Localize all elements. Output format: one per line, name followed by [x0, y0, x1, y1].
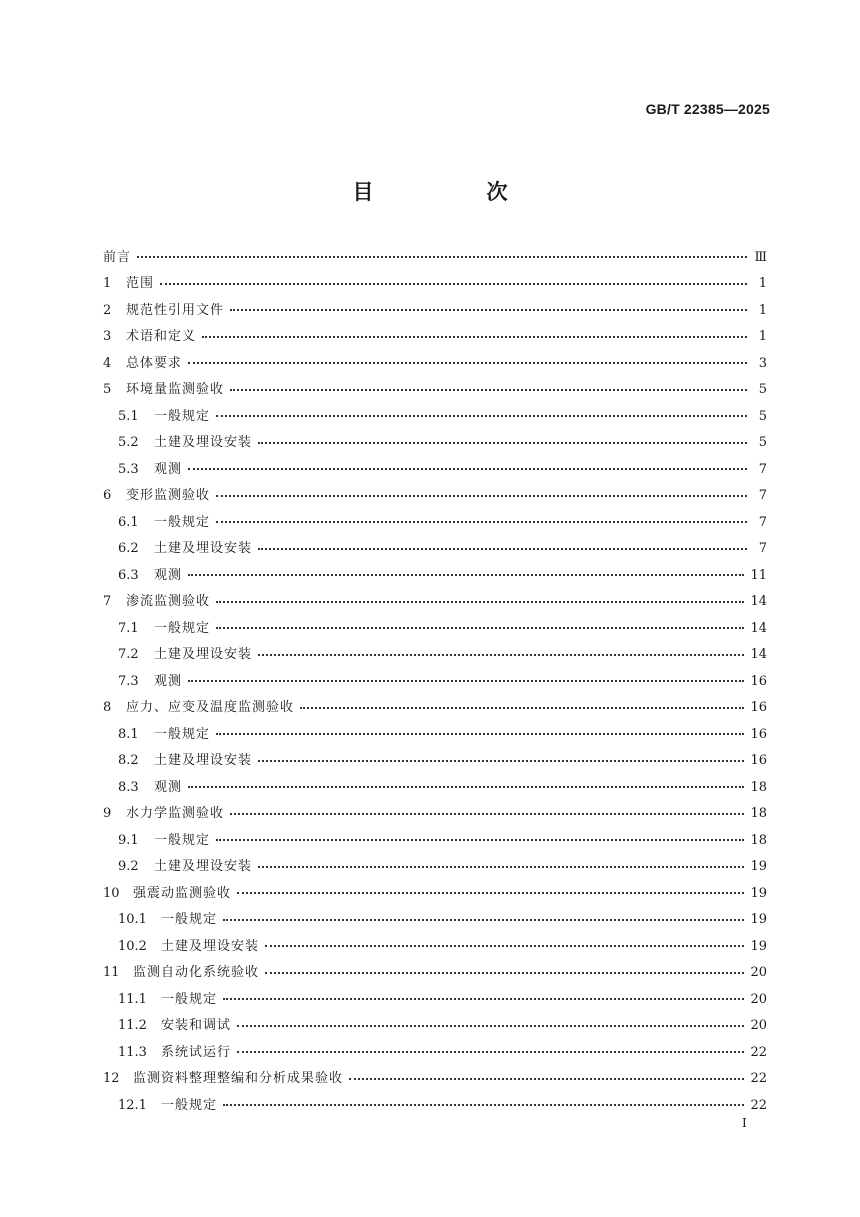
- toc-entry-number: 2: [103, 302, 112, 318]
- toc-entry[interactable]: [103, 801, 767, 828]
- toc-entry-page: 16: [750, 673, 767, 689]
- toc-entry-label: 一般规定: [154, 832, 211, 848]
- toc-entry-number: 10: [103, 885, 120, 901]
- toc-entry-number: 5.2: [118, 435, 139, 451]
- toc-entry-number: 4: [103, 355, 112, 371]
- toc-entry-page: 7: [758, 488, 767, 504]
- toc-entry-label: 土建及埋设安装: [154, 859, 253, 875]
- toc-entry-label: 应力、应变及温度监测验收: [126, 700, 295, 716]
- toc-entry-page: 1: [758, 276, 767, 292]
- toc-entry-label: 监测资料整理整编和分析成果验收: [133, 1071, 344, 1087]
- toc-entry-number: 8.1: [118, 726, 139, 742]
- toc-entry-label: 一般规定: [154, 726, 211, 742]
- toc-entry[interactable]: [103, 748, 767, 775]
- toc-entry[interactable]: [103, 1039, 767, 1066]
- toc-entry-page: 19: [750, 859, 767, 875]
- toc-entry[interactable]: [103, 668, 767, 695]
- toc-dot-leader: [258, 544, 747, 550]
- toc-dot-leader: [216, 517, 747, 523]
- toc-entry-number: 1: [103, 276, 112, 292]
- toc-dot-leader: [258, 438, 747, 444]
- toc-entry-number: 5.1: [118, 408, 139, 424]
- toc-dot-leader: [230, 385, 747, 391]
- toc-entry[interactable]: [103, 854, 767, 881]
- toc-dot-leader: [216, 835, 744, 841]
- toc-dot-leader: [216, 623, 744, 629]
- toc-entry-number: 12.1: [118, 1097, 147, 1113]
- toc-entry[interactable]: [103, 827, 767, 854]
- toc-entry-page: 18: [750, 832, 767, 848]
- toc-dot-leader: [223, 1100, 744, 1106]
- toc-dot-leader: [216, 729, 744, 735]
- toc-entry-number: 3: [103, 329, 112, 345]
- toc-entry-page: 22: [750, 1044, 767, 1060]
- toc-entry-label: 土建及埋设安装: [161, 938, 260, 954]
- toc-dot-leader: [300, 703, 744, 709]
- toc-entry-number: 6.2: [118, 541, 139, 557]
- toc-entry-number: 7.1: [118, 620, 139, 636]
- toc-entry-page: 11: [750, 567, 767, 583]
- toc-entry[interactable]: [103, 933, 767, 960]
- toc-entry-number: 9: [103, 806, 112, 822]
- toc-dot-leader: [230, 809, 744, 815]
- toc-entry-page: 20: [750, 991, 767, 1007]
- toc-dot-leader: [188, 676, 744, 682]
- toc-entry-page: 14: [750, 647, 767, 663]
- toc-entry-label: 一般规定: [154, 408, 211, 424]
- toc-entry-page: 19: [750, 938, 767, 954]
- toc-entry[interactable]: [103, 721, 767, 748]
- toc-entry-label: 变形监测验收: [126, 488, 211, 504]
- toc-entry-page: Ⅲ: [754, 249, 767, 265]
- toc-entry-number: 11.3: [118, 1044, 147, 1060]
- toc-entry[interactable]: [103, 615, 767, 642]
- toc-dot-leader: [216, 411, 747, 417]
- toc-entry-label: 观测: [154, 567, 183, 583]
- toc-entry[interactable]: [103, 642, 767, 669]
- toc-entry-page: 1: [758, 329, 767, 345]
- toc-entry-label: 观测: [154, 673, 183, 689]
- toc-entry[interactable]: [103, 774, 767, 801]
- toc-dot-leader: [188, 358, 747, 364]
- toc-entry-number: 8.3: [118, 779, 139, 795]
- toc-dot-leader: [265, 941, 744, 947]
- toc-entry-page: 7: [758, 514, 767, 530]
- toc-entry-number: 11.2: [118, 1018, 147, 1034]
- toc-dot-leader: [258, 650, 744, 656]
- toc-entry-number: 6.1: [118, 514, 139, 530]
- toc-entry-label: 土建及埋设安装: [154, 541, 253, 557]
- toc-entry-page: 5: [758, 435, 767, 451]
- toc-entry-label: 总体要求: [126, 355, 183, 371]
- toc-entry[interactable]: [103, 695, 767, 722]
- toc-entry[interactable]: [103, 483, 767, 510]
- toc-dot-leader: [216, 491, 747, 497]
- toc-entry-label: 一般规定: [154, 514, 211, 530]
- toc-dot-leader: [258, 756, 744, 762]
- toc-entry-page: 18: [750, 806, 767, 822]
- toc-dot-leader: [230, 305, 747, 311]
- toc-entry-number: 12: [103, 1071, 120, 1087]
- toc-entry-label: 系统试运行: [161, 1044, 232, 1060]
- toc-entry-page: 14: [750, 594, 767, 610]
- toc-entry[interactable]: [103, 456, 767, 483]
- toc-entry-label: 范围: [126, 276, 155, 292]
- toc-entry-label: 一般规定: [154, 620, 211, 636]
- toc-entry[interactable]: [103, 562, 767, 589]
- toc-entry[interactable]: [103, 244, 767, 271]
- toc-entry[interactable]: [103, 430, 767, 457]
- toc-entry-label: 安装和调试: [161, 1018, 232, 1034]
- toc-entry-label: 一般规定: [161, 912, 218, 928]
- toc-entry-number: 10.1: [118, 912, 147, 928]
- toc-entry-label: 强震动监测验收: [133, 885, 232, 901]
- toc-entry-label: 土建及埋设安装: [154, 753, 253, 769]
- toc-entry-number: 6: [103, 488, 112, 504]
- toc-entry-number: 9.1: [118, 832, 139, 848]
- toc-entry-number: 11.1: [118, 991, 147, 1007]
- toc-entry-label: 土建及埋设安装: [154, 435, 253, 451]
- toc-dot-leader: [349, 1074, 744, 1080]
- toc-entry[interactable]: [103, 297, 767, 324]
- toc-entry-number: 9.2: [118, 859, 139, 875]
- toc-entry-number: 11: [103, 965, 120, 981]
- toc-entry-label: 渗流监测验收: [126, 594, 211, 610]
- toc-dot-leader: [216, 597, 744, 603]
- toc-entry[interactable]: [103, 536, 767, 563]
- toc-entry-page: 5: [758, 408, 767, 424]
- toc-dot-leader: [223, 994, 744, 1000]
- toc-entry[interactable]: [103, 960, 767, 987]
- toc-entry-label: 规范性引用文件: [126, 302, 225, 318]
- toc-dot-leader: [237, 888, 744, 894]
- toc-dot-leader: [223, 915, 744, 921]
- toc-entry-label: 观测: [154, 461, 183, 477]
- toc-dot-leader: [237, 1021, 744, 1027]
- toc-entry-page: 3: [758, 355, 767, 371]
- toc-entry-number: 7.2: [118, 647, 139, 663]
- toc-entry-number: 5.3: [118, 461, 139, 477]
- toc-entry[interactable]: [103, 986, 767, 1013]
- toc-entry-page: 22: [750, 1071, 767, 1087]
- table-of-contents: [103, 244, 767, 1119]
- toc-entry-page: 7: [758, 541, 767, 557]
- toc-entry-page: 16: [750, 726, 767, 742]
- page-folio: Ⅰ: [742, 1116, 747, 1130]
- toc-entry[interactable]: [103, 907, 767, 934]
- toc-entry-label: 一般规定: [161, 1097, 218, 1113]
- toc-entry[interactable]: [103, 324, 767, 351]
- toc-entry-page: 20: [750, 965, 767, 981]
- toc-dot-leader: [137, 252, 747, 258]
- toc-entry-label: 水力学监测验收: [126, 806, 225, 822]
- toc-entry-page: 22: [750, 1097, 767, 1113]
- page-title: 目 次: [352, 180, 554, 204]
- toc-dot-leader: [237, 1047, 744, 1053]
- toc-entry-label: 环境量监测验收: [126, 382, 225, 398]
- toc-entry-page: 19: [750, 885, 767, 901]
- toc-entry-label: 一般规定: [161, 991, 218, 1007]
- toc-entry-page: 19: [750, 912, 767, 928]
- toc-entry[interactable]: [103, 403, 767, 430]
- toc-entry-page: 7: [758, 461, 767, 477]
- toc-dot-leader: [188, 464, 747, 470]
- toc-entry-number: 7.3: [118, 673, 139, 689]
- toc-entry[interactable]: [103, 1013, 767, 1040]
- toc-entry-label: 土建及埋设安装: [154, 647, 253, 663]
- toc-entry-page: 16: [750, 753, 767, 769]
- toc-dot-leader: [188, 782, 744, 788]
- toc-entry-page: 5: [758, 382, 767, 398]
- toc-entry-page: 1: [758, 302, 767, 318]
- toc-dot-leader: [258, 862, 744, 868]
- toc-entry-label: 观测: [154, 779, 183, 795]
- toc-entry[interactable]: [103, 350, 767, 377]
- standard-code: GB/T 22385—2025: [645, 101, 770, 117]
- toc-entry-number: 6.3: [118, 567, 139, 583]
- toc-entry-page: 20: [750, 1018, 767, 1034]
- toc-entry-number: 10.2: [118, 938, 147, 954]
- toc-entry-label: 术语和定义: [126, 329, 197, 345]
- toc-entry[interactable]: [103, 589, 767, 616]
- toc-entry-page: 16: [750, 700, 767, 716]
- toc-entry[interactable]: [103, 509, 767, 536]
- toc-entry[interactable]: [103, 1092, 767, 1119]
- toc-entry[interactable]: [103, 271, 767, 298]
- toc-entry-label: 前言: [103, 249, 132, 265]
- toc-dot-leader: [265, 968, 744, 974]
- toc-entry-number: 8: [103, 700, 112, 716]
- toc-entry-page: 14: [750, 620, 767, 636]
- toc-entry-number: 8.2: [118, 753, 139, 769]
- toc-entry-label: 监测自动化系统验收: [133, 965, 260, 981]
- toc-entry[interactable]: [103, 377, 767, 404]
- toc-dot-leader: [160, 279, 747, 285]
- toc-dot-leader: [202, 332, 747, 338]
- toc-entry-number: 7: [103, 594, 112, 610]
- toc-entry[interactable]: [103, 880, 767, 907]
- toc-entry-page: 18: [750, 779, 767, 795]
- toc-entry-number: 5: [103, 382, 112, 398]
- toc-entry[interactable]: [103, 1066, 767, 1093]
- toc-dot-leader: [188, 570, 744, 576]
